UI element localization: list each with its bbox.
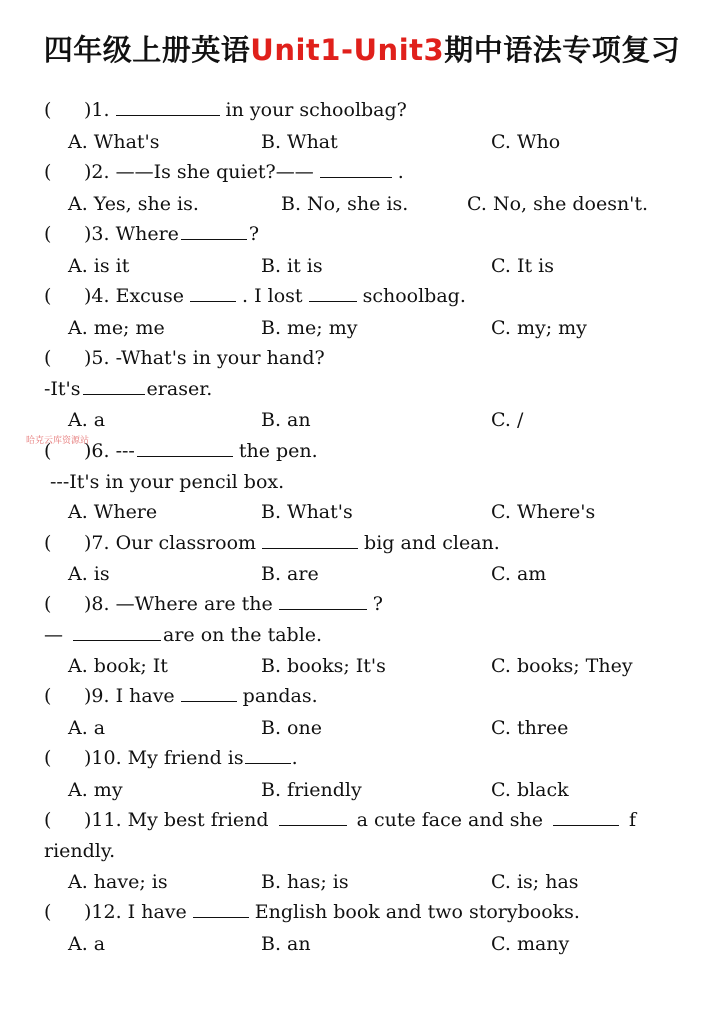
option-a: A. a: [68, 933, 106, 955]
question-7: [44, 531, 500, 555]
answer-blank[interactable]: [190, 286, 236, 302]
answer-paren: (: [44, 99, 52, 121]
question-text: )5. -What's in your hand?: [84, 347, 325, 369]
question-10: [44, 746, 298, 770]
option-b: B. has; is: [261, 871, 349, 893]
answer-paren: (: [44, 593, 52, 615]
question-text: f: [629, 809, 637, 831]
question-text: ?: [248, 223, 260, 245]
question-11: [44, 808, 636, 832]
question-11-line-2: riendly.: [44, 840, 116, 862]
question-text: the pen.: [238, 440, 318, 462]
answer-paren: (: [44, 161, 52, 183]
question-6: [44, 439, 318, 463]
answer-blank[interactable]: [116, 100, 220, 116]
question-text: )11. My best friend: [84, 809, 269, 831]
question-1: [44, 98, 407, 122]
option-a: A. What's: [68, 131, 160, 153]
answer-paren: (: [44, 223, 52, 245]
question-text: )3. Where: [84, 223, 179, 245]
option-b: B. What's: [261, 501, 353, 523]
option-b: B. friendly: [261, 779, 362, 801]
option-b: B. What: [261, 131, 338, 153]
option-c: C. black: [491, 779, 569, 801]
answer-paren: (: [44, 440, 52, 462]
option-a: A. a: [68, 717, 106, 739]
option-b: B. books; It's: [261, 655, 386, 677]
question-text: )9. I have: [84, 685, 175, 707]
option-a: A. me; me: [68, 317, 165, 339]
question-text: a cute face and she: [356, 809, 544, 831]
question-2: [44, 160, 404, 184]
answer-paren: (: [44, 347, 52, 369]
question-text: )2. ——Is she quiet?——: [84, 161, 314, 183]
option-c: C. No, she doesn't.: [467, 193, 649, 215]
answer-paren: (: [44, 809, 52, 831]
title-suffix: 期中语法专项复习: [444, 33, 681, 67]
answer-paren: (: [44, 285, 52, 307]
option-a: A. a: [68, 409, 106, 431]
question-text: are on the table.: [163, 624, 323, 646]
title-unit-range: Unit1-Unit3: [250, 33, 445, 67]
answer-blank[interactable]: [262, 533, 358, 549]
option-c: C. is; has: [491, 871, 579, 893]
page-title: [0, 28, 724, 69]
option-a: A. my: [68, 779, 123, 801]
answer-blank[interactable]: [181, 686, 237, 702]
question-text: pandas.: [242, 685, 318, 707]
option-c: C. my; my: [491, 317, 587, 339]
answer-paren: (: [44, 901, 52, 923]
question-5-line-2: [44, 377, 212, 401]
question-text: in your schoolbag?: [225, 99, 407, 121]
question-text: )12. I have: [84, 901, 187, 923]
option-c: C. Who: [491, 131, 561, 153]
option-b: B. an: [261, 409, 311, 431]
question-text: ?: [372, 593, 383, 615]
question-4: [44, 284, 466, 308]
option-b: B. me; my: [261, 317, 358, 339]
option-c: C. am: [491, 563, 547, 585]
option-b: B. are: [261, 563, 319, 585]
answer-blank[interactable]: [279, 810, 347, 826]
question-text: . I lost: [242, 285, 303, 307]
option-c: C. three: [491, 717, 569, 739]
question-8-line-2: [44, 623, 322, 647]
option-a: A. is: [68, 563, 110, 585]
option-b: B. an: [261, 933, 311, 955]
answer-blank[interactable]: [181, 224, 247, 240]
answer-blank[interactable]: [193, 902, 249, 918]
question-text: -It's: [44, 378, 81, 400]
question-text: schoolbag.: [362, 285, 466, 307]
answer-blank[interactable]: [73, 625, 161, 641]
question-6-line-2: ---It's in your pencil box.: [50, 471, 285, 493]
question-text: )6. ---: [84, 440, 135, 462]
answer-paren: (: [44, 685, 52, 707]
answer-blank[interactable]: [83, 379, 145, 395]
question-text: )1.: [84, 99, 110, 121]
question-text: —: [44, 624, 63, 646]
answer-paren: (: [44, 747, 52, 769]
answer-blank[interactable]: [553, 810, 619, 826]
title-prefix: 四年级上册英语: [43, 33, 251, 67]
answer-blank[interactable]: [137, 441, 233, 457]
answer-blank[interactable]: [309, 286, 357, 302]
option-c: C. many: [491, 933, 570, 955]
option-a: A. book; It: [68, 655, 168, 677]
question-text: )10. My friend is: [84, 747, 244, 769]
question-12: [44, 900, 580, 924]
answer-blank[interactable]: [320, 162, 392, 178]
question-text: )7. Our classroom: [84, 532, 257, 554]
question-text: .: [397, 161, 404, 183]
question-text: big and clean.: [364, 532, 500, 554]
answer-blank[interactable]: [245, 748, 291, 764]
question-9: [44, 684, 318, 708]
answer-paren: (: [44, 532, 52, 554]
question-text: .: [291, 747, 298, 769]
question-3: [44, 222, 259, 246]
option-c: C. It is: [491, 255, 554, 277]
option-c: C. books; They: [491, 655, 633, 677]
question-text: )8. —Where are the: [84, 593, 273, 615]
watermark-stamp: 哈克云库资源站: [26, 436, 90, 446]
question-8: [44, 592, 383, 616]
option-c: C. Where's: [491, 501, 596, 523]
option-a: A. Where: [68, 501, 158, 523]
option-a: A. is it: [68, 255, 130, 277]
question-text: eraser.: [146, 378, 213, 400]
option-b: B. No, she is.: [281, 193, 409, 215]
option-c: C. /: [491, 409, 524, 431]
answer-blank[interactable]: [279, 594, 367, 610]
option-a: A. Yes, she is.: [68, 193, 199, 215]
option-b: B. it is: [261, 255, 323, 277]
question-text: English book and two storybooks.: [254, 901, 580, 923]
option-b: B. one: [261, 717, 322, 739]
question-5: [44, 346, 325, 370]
question-text: )4. Excuse: [84, 285, 185, 307]
option-a: A. have; is: [68, 871, 168, 893]
